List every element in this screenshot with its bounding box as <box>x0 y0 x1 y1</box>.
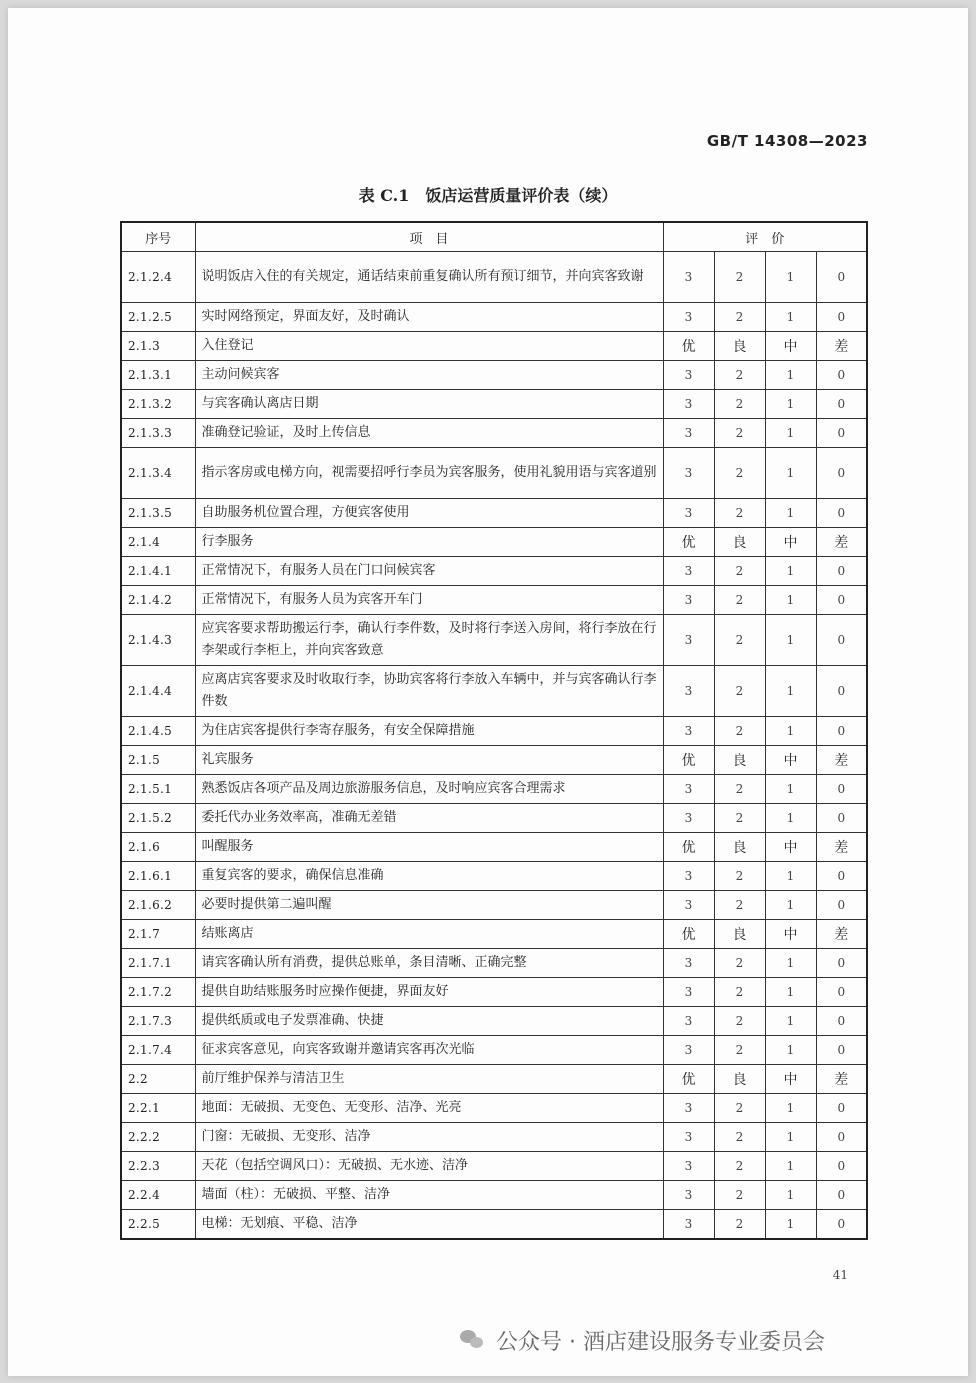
row-score: 1 <box>765 1036 816 1065</box>
table-row <box>121 303 867 332</box>
row-item: 熟悉饭店各项产品及周边旅游服务信息，及时响应宾客合理需求 <box>195 775 663 804</box>
row-score: 2 <box>714 499 765 528</box>
row-score: 1 <box>765 1123 816 1152</box>
row-score: 优 <box>663 920 714 949</box>
row-score: 2 <box>714 303 765 332</box>
row-score: 0 <box>816 1036 867 1065</box>
row-score: 0 <box>816 1007 867 1036</box>
row-number: 2.2.5 <box>121 1210 195 1240</box>
row-item: 正常情况下，有服务人员在门口问候宾客 <box>195 557 663 586</box>
table-row <box>121 1065 867 1094</box>
row-score: 1 <box>765 361 816 390</box>
row-score: 0 <box>816 419 867 448</box>
row-number: 2.1.7.2 <box>121 978 195 1007</box>
watermark <box>460 1320 940 1360</box>
row-score: 3 <box>663 615 714 666</box>
row-number: 2.1.4.5 <box>121 717 195 746</box>
row-number: 2.2.3 <box>121 1152 195 1181</box>
row-item: 正常情况下，有服务人员为宾客开车门 <box>195 586 663 615</box>
row-score: 1 <box>765 615 816 666</box>
row-number: 2.1.5 <box>121 746 195 775</box>
row-score: 3 <box>663 586 714 615</box>
row-number: 2.1.3.4 <box>121 448 195 499</box>
row-score: 3 <box>663 1094 714 1123</box>
row-number: 2.1.2.5 <box>121 303 195 332</box>
table-row <box>121 717 867 746</box>
table-row <box>121 920 867 949</box>
row-score: 1 <box>765 303 816 332</box>
row-score: 3 <box>663 775 714 804</box>
row-score: 2 <box>714 557 765 586</box>
row-item: 门窗：无破损、无变形、洁净 <box>195 1123 663 1152</box>
row-score: 良 <box>714 920 765 949</box>
row-score: 3 <box>663 448 714 499</box>
table-row <box>121 804 867 833</box>
table-row <box>121 1210 867 1240</box>
row-score: 2 <box>714 717 765 746</box>
row-score: 0 <box>816 717 867 746</box>
row-score: 2 <box>714 1210 765 1240</box>
row-item: 准确登记验证，及时上传信息 <box>195 419 663 448</box>
row-score: 良 <box>714 746 765 775</box>
row-score: 优 <box>663 746 714 775</box>
row-item: 重复宾客的要求，确保信息准确 <box>195 862 663 891</box>
row-number: 2.1.4.2 <box>121 586 195 615</box>
row-score: 2 <box>714 1007 765 1036</box>
row-item: 征求宾客意见，向宾客致谢并邀请宾客再次光临 <box>195 1036 663 1065</box>
row-score: 0 <box>816 891 867 920</box>
row-item: 应离店宾客要求及时收取行李，协助宾客将行李放入车辆中，并与宾客确认行李件数 <box>195 666 663 717</box>
row-score: 0 <box>816 978 867 1007</box>
table-row <box>121 1094 867 1123</box>
table-row <box>121 419 867 448</box>
row-score: 2 <box>714 1123 765 1152</box>
row-score: 2 <box>714 1152 765 1181</box>
table-row <box>121 615 867 666</box>
table-row <box>121 586 867 615</box>
row-score: 2 <box>714 252 765 303</box>
row-score: 优 <box>663 833 714 862</box>
row-score: 3 <box>663 1152 714 1181</box>
row-score: 2 <box>714 1036 765 1065</box>
header-no: 序号 <box>121 222 195 252</box>
row-score: 1 <box>765 1094 816 1123</box>
row-score: 1 <box>765 1007 816 1036</box>
row-score: 1 <box>765 775 816 804</box>
row-number: 2.1.4.4 <box>121 666 195 717</box>
row-number: 2.1.7.1 <box>121 949 195 978</box>
table-row <box>121 1123 867 1152</box>
table-row <box>121 666 867 717</box>
row-item: 必要时提供第二遍叫醒 <box>195 891 663 920</box>
row-number: 2.1.6.2 <box>121 891 195 920</box>
row-score: 3 <box>663 1210 714 1240</box>
row-score: 优 <box>663 332 714 361</box>
row-number: 2.2.2 <box>121 1123 195 1152</box>
row-score: 0 <box>816 1210 867 1240</box>
row-score: 2 <box>714 615 765 666</box>
row-item: 天花（包括空调风口）：无破损、无水迹、洁净 <box>195 1152 663 1181</box>
row-score: 0 <box>816 1152 867 1181</box>
row-score: 0 <box>816 804 867 833</box>
row-score: 1 <box>765 448 816 499</box>
row-number: 2.1.5.1 <box>121 775 195 804</box>
row-score: 0 <box>816 666 867 717</box>
table-row <box>121 833 867 862</box>
row-score: 1 <box>765 891 816 920</box>
row-number: 2.1.7.3 <box>121 1007 195 1036</box>
table-row <box>121 949 867 978</box>
row-number: 2.1.6.1 <box>121 862 195 891</box>
row-score: 0 <box>816 1181 867 1210</box>
row-score: 2 <box>714 775 765 804</box>
row-number: 2.1.5.2 <box>121 804 195 833</box>
row-score: 1 <box>765 1181 816 1210</box>
row-score: 1 <box>765 252 816 303</box>
row-score: 1 <box>765 978 816 1007</box>
evaluation-table <box>120 221 868 1240</box>
row-score: 2 <box>714 1094 765 1123</box>
table-row <box>121 252 867 303</box>
row-score: 3 <box>663 252 714 303</box>
row-score: 差 <box>816 528 867 557</box>
row-item: 地面：无破损、无变色、无变形、洁净、光亮 <box>195 1094 663 1123</box>
row-score: 2 <box>714 891 765 920</box>
row-score: 0 <box>816 949 867 978</box>
row-score: 3 <box>663 419 714 448</box>
row-item: 为住店宾客提供行李寄存服务，有安全保障措施 <box>195 717 663 746</box>
row-number: 2.1.7.4 <box>121 1036 195 1065</box>
row-number: 2.1.3.2 <box>121 390 195 419</box>
watermark-text: 公众号 · 酒店建设服务专业委员会 <box>496 1329 825 1355</box>
row-number: 2.1.4.1 <box>121 557 195 586</box>
wechat-icon <box>460 1330 486 1350</box>
row-score: 3 <box>663 978 714 1007</box>
row-item: 墙面（柱）：无破损、平整、洁净 <box>195 1181 663 1210</box>
row-score: 1 <box>765 862 816 891</box>
row-score: 差 <box>816 920 867 949</box>
table-row <box>121 1152 867 1181</box>
row-item: 前厅维护保养与清洁卫生 <box>195 1065 663 1094</box>
row-score: 0 <box>816 303 867 332</box>
row-score: 3 <box>663 361 714 390</box>
standard-code: GB/T 14308—2023 <box>706 132 868 150</box>
row-score: 2 <box>714 361 765 390</box>
row-score: 良 <box>714 528 765 557</box>
row-score: 3 <box>663 303 714 332</box>
row-score: 3 <box>663 891 714 920</box>
row-score: 1 <box>765 666 816 717</box>
row-item: 说明饭店入住的有关规定，通话结束前重复确认所有预订细节，并向宾客致谢 <box>195 252 663 303</box>
row-score: 中 <box>765 528 816 557</box>
table-row <box>121 978 867 1007</box>
row-score: 中 <box>765 1065 816 1094</box>
row-score: 3 <box>663 557 714 586</box>
row-number: 2.1.3.1 <box>121 361 195 390</box>
row-score: 1 <box>765 1152 816 1181</box>
table-row <box>121 891 867 920</box>
row-score: 0 <box>816 557 867 586</box>
row-score: 2 <box>714 1181 765 1210</box>
row-score: 3 <box>663 717 714 746</box>
table-body <box>121 252 867 1240</box>
row-score: 中 <box>765 833 816 862</box>
header-item: 项 目 <box>195 222 663 252</box>
row-item: 结账离店 <box>195 920 663 949</box>
table-row <box>121 1007 867 1036</box>
row-score: 良 <box>714 332 765 361</box>
row-score: 2 <box>714 804 765 833</box>
row-score: 2 <box>714 390 765 419</box>
row-score: 2 <box>714 949 765 978</box>
row-score: 0 <box>816 1094 867 1123</box>
row-item: 提供纸质或电子发票准确、快捷 <box>195 1007 663 1036</box>
row-score: 2 <box>714 978 765 1007</box>
row-number: 2.1.4.3 <box>121 615 195 666</box>
row-item: 实时网络预定，界面友好，及时确认 <box>195 303 663 332</box>
row-score: 3 <box>663 499 714 528</box>
row-item: 应宾客要求帮助搬运行李，确认行李件数，及时将行李送入房间，将行李放在行李架或行李柜上，并向宾客致意 <box>195 615 663 666</box>
row-score: 中 <box>765 920 816 949</box>
row-score: 3 <box>663 390 714 419</box>
row-score: 2 <box>714 666 765 717</box>
row-score: 3 <box>663 862 714 891</box>
page-number: 41 <box>832 1268 848 1282</box>
row-number: 2.1.6 <box>121 833 195 862</box>
row-score: 1 <box>765 499 816 528</box>
row-item: 请宾客确认所有消费，提供总账单，条目清晰、正确完整 <box>195 949 663 978</box>
table-row <box>121 775 867 804</box>
row-number: 2.1.3 <box>121 332 195 361</box>
row-score: 1 <box>765 557 816 586</box>
row-item: 入住登记 <box>195 332 663 361</box>
row-score: 2 <box>714 586 765 615</box>
row-number: 2.2.1 <box>121 1094 195 1123</box>
table-row <box>121 1036 867 1065</box>
row-score: 2 <box>714 419 765 448</box>
row-item: 叫醒服务 <box>195 833 663 862</box>
row-score: 差 <box>816 1065 867 1094</box>
row-item: 与宾客确认离店日期 <box>195 390 663 419</box>
table-row <box>121 390 867 419</box>
row-number: 2.1.4 <box>121 528 195 557</box>
table-row <box>121 1181 867 1210</box>
row-item: 礼宾服务 <box>195 746 663 775</box>
header-score: 评 价 <box>663 222 867 252</box>
table-row <box>121 499 867 528</box>
row-score: 3 <box>663 666 714 717</box>
row-score: 0 <box>816 862 867 891</box>
row-score: 0 <box>816 499 867 528</box>
table-row <box>121 746 867 775</box>
row-score: 0 <box>816 448 867 499</box>
document-page <box>8 8 968 1376</box>
row-item: 指示客房或电梯方向，视需要招呼行李员为宾客服务，使用礼貌用语与宾客道别 <box>195 448 663 499</box>
row-item: 电梯：无划痕、平稳、洁净 <box>195 1210 663 1240</box>
row-score: 0 <box>816 1123 867 1152</box>
row-score: 1 <box>765 949 816 978</box>
row-score: 差 <box>816 746 867 775</box>
row-score: 差 <box>816 332 867 361</box>
row-number: 2.1.3.5 <box>121 499 195 528</box>
row-score: 3 <box>663 804 714 833</box>
row-number: 2.2 <box>121 1065 195 1094</box>
row-item: 委托代办业务效率高，准确无差错 <box>195 804 663 833</box>
row-score: 3 <box>663 1036 714 1065</box>
row-score: 3 <box>663 1007 714 1036</box>
row-score: 1 <box>765 804 816 833</box>
table-header-row <box>121 222 867 252</box>
row-score: 良 <box>714 1065 765 1094</box>
row-score: 0 <box>816 252 867 303</box>
row-score: 3 <box>663 949 714 978</box>
row-score: 2 <box>714 862 765 891</box>
row-score: 1 <box>765 1210 816 1240</box>
table-row <box>121 332 867 361</box>
table-row <box>121 862 867 891</box>
row-score: 1 <box>765 390 816 419</box>
table-caption: 表 C.1 饭店运营质量评价表（续） <box>358 186 618 205</box>
table-row <box>121 557 867 586</box>
row-score: 差 <box>816 833 867 862</box>
table-row <box>121 528 867 557</box>
row-score: 0 <box>816 615 867 666</box>
table-row <box>121 448 867 499</box>
row-score: 0 <box>816 586 867 615</box>
row-score: 0 <box>816 390 867 419</box>
row-score: 1 <box>765 419 816 448</box>
row-score: 优 <box>663 528 714 557</box>
row-number: 2.2.4 <box>121 1181 195 1210</box>
row-score: 中 <box>765 332 816 361</box>
row-number: 2.1.3.3 <box>121 419 195 448</box>
row-item: 自助服务机位置合理，方便宾客使用 <box>195 499 663 528</box>
row-number: 2.1.2.4 <box>121 252 195 303</box>
row-score: 3 <box>663 1181 714 1210</box>
row-score: 中 <box>765 746 816 775</box>
row-score: 1 <box>765 717 816 746</box>
row-item: 提供自助结账服务时应操作便捷，界面友好 <box>195 978 663 1007</box>
row-score: 3 <box>663 1123 714 1152</box>
row-score: 0 <box>816 361 867 390</box>
table-row <box>121 361 867 390</box>
row-score: 优 <box>663 1065 714 1094</box>
row-number: 2.1.7 <box>121 920 195 949</box>
row-score: 1 <box>765 586 816 615</box>
row-score: 0 <box>816 775 867 804</box>
row-item: 行李服务 <box>195 528 663 557</box>
row-item: 主动问候宾客 <box>195 361 663 390</box>
row-score: 2 <box>714 448 765 499</box>
row-score: 良 <box>714 833 765 862</box>
